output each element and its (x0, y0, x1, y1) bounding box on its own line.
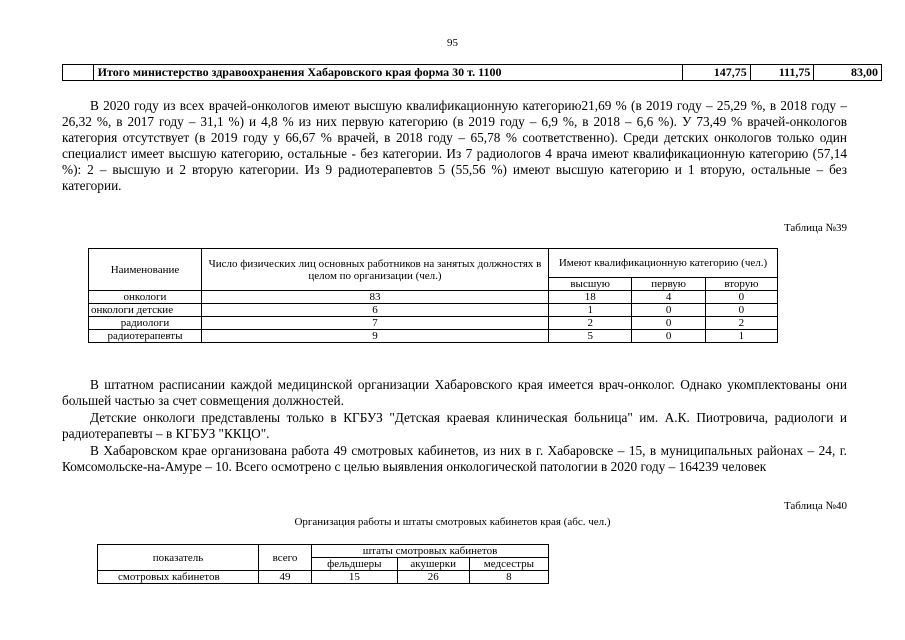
row-count: 9 (202, 330, 549, 343)
row-name: онкологи (89, 291, 202, 304)
row-second: 0 (705, 291, 777, 304)
row-high: 18 (549, 291, 632, 304)
header-category: Имеют квалификационную категорию (чел.) (549, 249, 778, 278)
row-name: онкологи детские (89, 304, 202, 317)
table-row (98, 571, 549, 584)
row-count: 83 (202, 291, 549, 304)
header-first: первую (632, 278, 705, 291)
header-count: Число физических лиц основных работников на занятых должностях в целом по организации (чел.) (202, 249, 549, 291)
header-midwives: акушерки (397, 558, 469, 571)
table-row (89, 291, 778, 304)
table40-title: Организация работы и штаты смотровых кабинетов края (абс. чел.) (294, 516, 611, 528)
row-name: радиологи (89, 317, 202, 330)
total-row-table (62, 64, 882, 81)
row-paramedics: 15 (312, 571, 398, 584)
total-label: Итого министерство здравоохранения Хабаровского края форма 30 т. 1100 (93, 65, 682, 81)
total-value-2: 111,75 (750, 65, 814, 81)
row-second: 0 (705, 304, 777, 317)
header-high: высшую (549, 278, 632, 291)
row-name: смотровых кабинетов (98, 571, 259, 584)
row-second: 1 (705, 330, 777, 343)
row-first: 0 (632, 317, 705, 330)
header-indicator: показатель (98, 545, 259, 571)
row-first: 0 (632, 330, 705, 343)
row-high: 1 (549, 304, 632, 317)
row-first: 4 (632, 291, 705, 304)
row-high: 5 (549, 330, 632, 343)
header-total: всего (259, 545, 312, 571)
row-high: 2 (549, 317, 632, 330)
paragraph-children-oncologists: Детские онкологи представлены только в КГБУЗ "Детская краевая клиническая больница" им. А.К. Пиотровича, радиологи и радиотерапевты – в КГБУЗ "ККЦО". (62, 410, 847, 441)
table-row (89, 330, 778, 343)
row-count: 6 (202, 304, 549, 317)
table-row (89, 304, 778, 317)
total-empty-cell (63, 65, 94, 81)
table40-caption: Таблица №40 (783, 500, 847, 512)
table-row (89, 317, 778, 330)
qualification-table (88, 248, 778, 343)
row-midwives: 26 (397, 571, 469, 584)
row-nurses: 8 (469, 571, 548, 584)
row-first: 0 (632, 304, 705, 317)
exam-rooms-table (97, 544, 549, 584)
row-total: 49 (259, 571, 312, 584)
paragraph-qualification: В 2020 году из всех врачей-онкологов имеют высшую квалификационную категорию21,69 % (в 2019 году – 25,29 %, в 2018 году – 26,32 %, в 2017 году – 31,1 %) и 4,8 % из них первую категорию (в 2019 году – 6,9 %, в 2018 – 6,6 %). У 73,49 % врачей-онкологов категория отсутствует (в 2019 году у 66,67 % врачей, в 2018 году – 65,78 % соответственно). Среди детских онкологов только один специалист имеет высшую категорию, остальные - без категории. Из 7 радиологов 4 врача имеют квалификационную категорию (57,14 %): 2 – высшую и 2 вторую категории. Из 9 радиотерапевтов 5 (55,56 %) имеют высшую категорию и 1 вторую, остальные – без категории. (62, 98, 847, 193)
table39-caption: Таблица №39 (783, 222, 847, 234)
row-count: 7 (202, 317, 549, 330)
row-second: 2 (705, 317, 777, 330)
paragraph-exam-rooms: В Хабаровском крае организована работа 49 смотровых кабинетов, из них в г. Хабаровске – 15, в муниципальных районах – 24, г. Комсомольске-на-Амуре – 10. Всего осмотрено с целью выявления онкологической патологии в 2020 году – 164239 человек (62, 443, 847, 474)
header-second: вторую (705, 278, 777, 291)
header-staff: штаты смотровых кабинетов (312, 545, 549, 558)
total-value-3: 83,00 (814, 65, 882, 81)
paragraph-staffing: В штатном расписании каждой медицинской организации Хабаровского края имеется врач-онколог. Однако укомплектованы они большей частью за счет совмещения должностей. (62, 377, 847, 408)
total-value-1: 147,75 (683, 65, 751, 81)
header-paramedics: фельдшеры (312, 558, 398, 571)
row-name: радиотерапевты (89, 330, 202, 343)
header-nurses: медсестры (469, 558, 548, 571)
page-number: 95 (447, 37, 458, 49)
header-name: Наименование (89, 249, 202, 291)
